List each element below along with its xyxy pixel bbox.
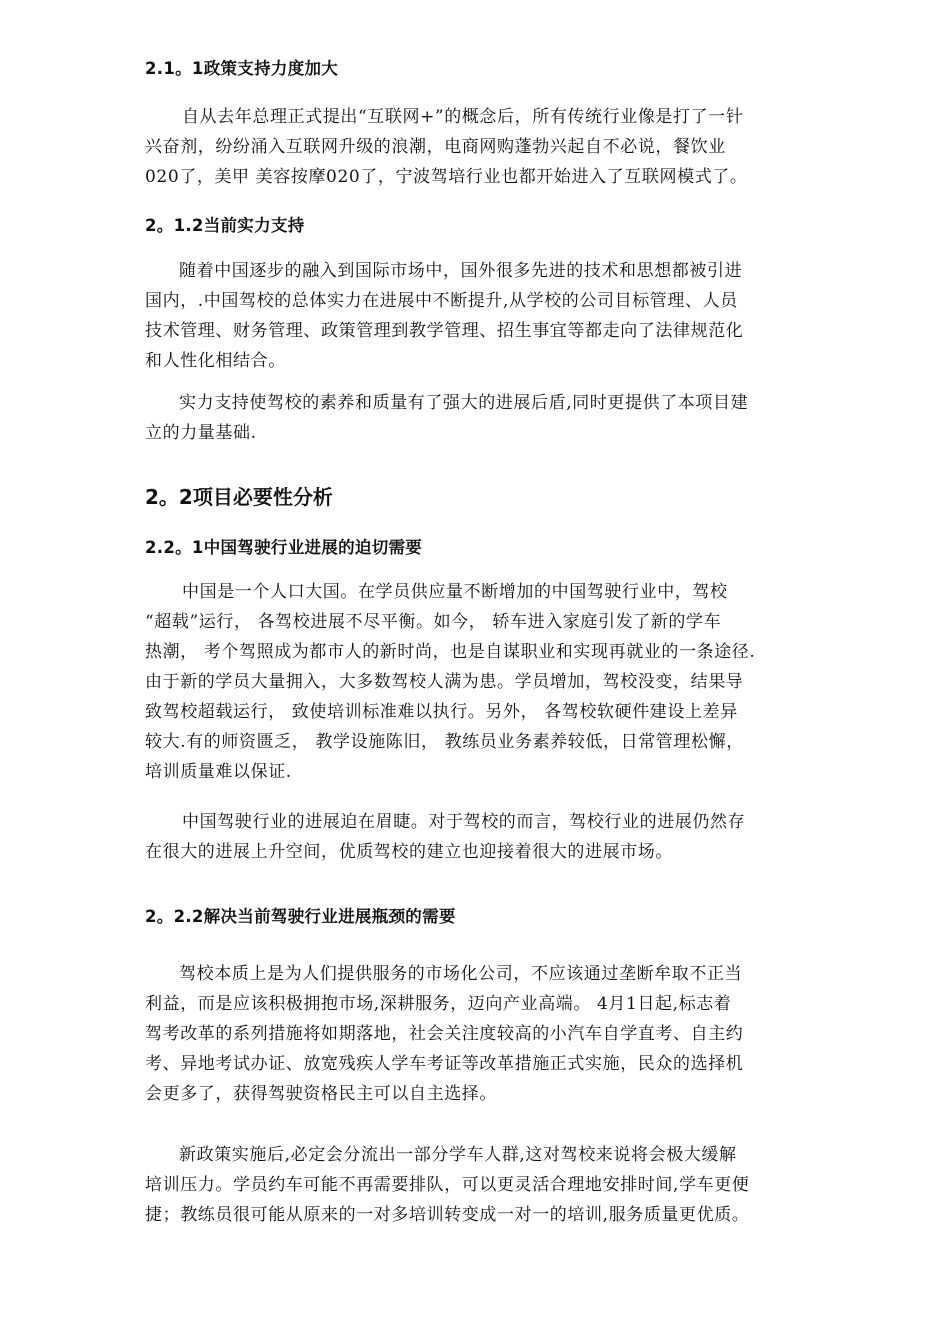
- text-line: “超载”运行， 各驾校进展不尽平衡。如今， 轿车进入家庭引发了新的学车: [145, 612, 722, 632]
- paragraph-2-1-2-b: [145, 388, 815, 448]
- text-line: 兴奋剂，纷纷涌入互联网升级的浪潮，电商网购蓬勃兴起自不必说，餐饮业: [145, 137, 726, 157]
- paragraph-2-2-1-a: [145, 577, 815, 787]
- text-line: 较大.有的师资匮乏， 教学设施陈旧， 教练员业务素养较低，日常管理松懈，: [145, 732, 744, 752]
- text-line: 国内，.中国驾校的总体实力在进展中不断提升,从学校的公司目标管理、人员: [145, 291, 738, 311]
- text-line: 利益，而是应该积极拥抱市场,深耕服务，迈向产业高端。 4月1日起,标志着: [145, 994, 732, 1014]
- text-line: 实力支持使驾校的素养和质量有了强大的进展后盾,同时更提供了本项目建: [179, 393, 749, 413]
- paragraph-2-1-2-a: [145, 256, 815, 376]
- text-line: 捷；教练员很可能从原来的一对多培训转变成一对一的培训,服务质量更优质。: [145, 1205, 750, 1225]
- text-line: 技术管理、财务管理、政策管理到教学管理、招生事宜等都走向了法律规范化: [145, 321, 744, 341]
- text-line: 020了，美甲 美容按摩020了，宁波驾培行业也都开始进入了互联网模式了。: [145, 167, 748, 187]
- text-line: 和人性化相结合。: [145, 351, 286, 371]
- heading-2-1-2: 2。1.2当前实力支持: [145, 216, 305, 235]
- text-line: 培训压力。学员约车可能不再需要排队，可以更灵活合理地安排时间,学车更便: [145, 1175, 750, 1195]
- text-line: 中国驾驶行业的进展迫在眉睫。对于驾校的而言，驾校行业的进展仍然存: [182, 812, 746, 832]
- paragraph-2-1-1: [145, 102, 815, 192]
- text-line: 自从去年总理正式提出“互联网+”的概念后，所有传统行业像是打了一针: [182, 107, 744, 127]
- heading-2-2-2: 2。2.2解决当前驾驶行业进展瓶颈的需要: [145, 907, 456, 926]
- text-line: 立的力量基础.: [145, 423, 257, 443]
- text-line: 由于新的学员大量拥入，大多数驾校人满为患。学员增加，驾校没变，结果导: [145, 672, 744, 692]
- text-line: 驾考改革的系列措施将如期落地，社会关注度较高的小汽车自学直考、自主约: [145, 1024, 744, 1044]
- text-line: 会更多了，获得驾驶资格民主可以自主选择。: [145, 1084, 497, 1104]
- text-line: 热潮， 考个驾照成为都市人的新时尚，也是自谋职业和实现再就业的一条途径.: [145, 642, 756, 662]
- text-line: 在很大的进展上升空间，优质驾校的建立也迎接着很大的进展市场。: [145, 842, 673, 862]
- text-line: 中国是一个人口大国。在学员供应量不断增加的中国驾驶行业中，驾校: [182, 582, 728, 602]
- text-line: 培训质量难以保证.: [145, 762, 292, 782]
- text-line: 随着中国逐步的融入到国际市场中，国外很多先进的技术和思想都被引进: [179, 261, 743, 281]
- paragraph-2-2-2-a: [145, 959, 815, 1109]
- text-line: 考、异地考试办证、放宽残疾人学车考证等改革措施正式实施，民众的选择机: [145, 1054, 744, 1074]
- text-line: 驾校本质上是为人们提供服务的市场化公司，不应该通过垄断牟取不正当: [179, 964, 743, 984]
- text-line: 致驾校超载运行， 致使培训标准难以执行。另外， 各驾校软硬件建设上差异: [145, 702, 738, 722]
- heading-2-1-1: 2.1。1政策支持力度加大: [145, 59, 339, 78]
- paragraph-2-2-2-b: [145, 1140, 815, 1230]
- text-line: 新政策实施后,必定会分流出一部分学车人群,这对驾校来说将会极大缓解: [179, 1145, 737, 1165]
- paragraph-2-2-1-b: [145, 807, 815, 867]
- heading-2-2: 2。2项目必要性分析: [145, 485, 333, 509]
- heading-2-2-1: 2.2。1中国驾驶行业进展的迫切需要: [145, 538, 423, 557]
